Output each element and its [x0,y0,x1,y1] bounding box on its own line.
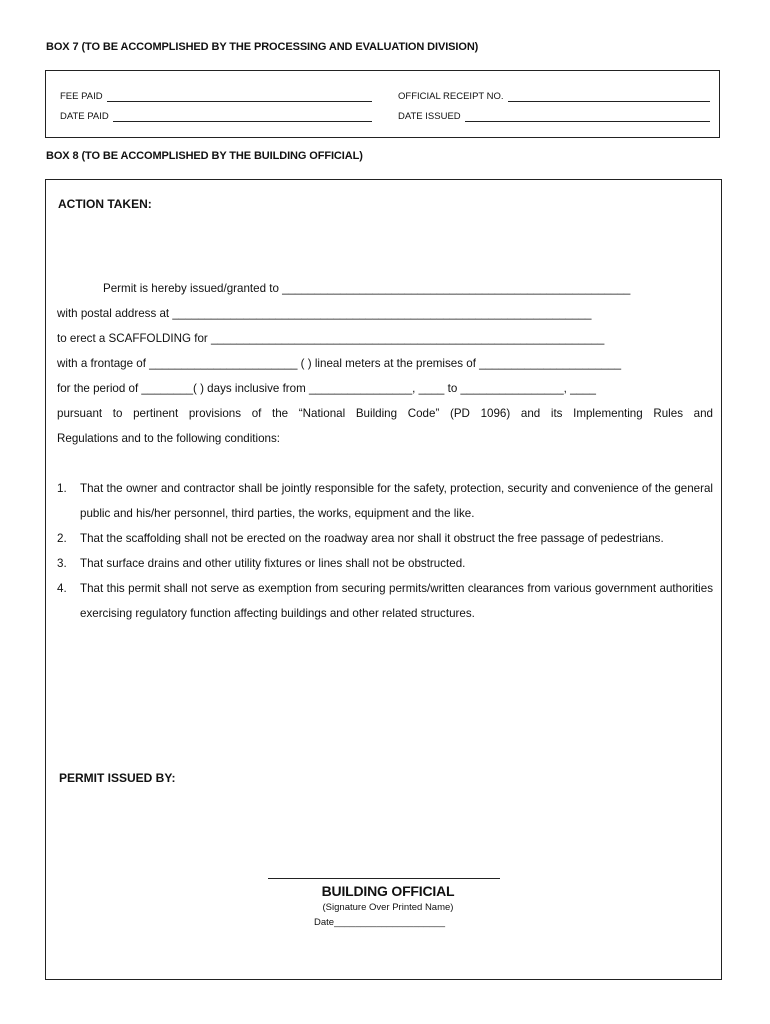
condition-text: That the scaffolding shall not be erected on the roadway area nor shall it obstruct the free passage of pedestrians. [80,532,664,545]
date-issued-field[interactable] [398,111,710,122]
condition-text: That the owner and contractor shall be jointly responsible for the safety, protection, security and convenience of the general public and his/her personnel, third parties, the works, equipment and the like. [80,482,713,520]
official-receipt-label: OFFICIAL RECEIPT NO. [398,91,504,102]
date-paid-field[interactable] [60,111,372,122]
official-receipt-field[interactable] [398,91,710,102]
official-receipt-line[interactable] [508,94,710,102]
condition-item [57,576,713,626]
permit-line-pursuant: pursuant to pertinent provisions of the “National Building Code” (PD 1096) and its Implementing Rules and [57,407,713,420]
box8-heading: BOX 8 (TO BE ACCOMPLISHED BY THE BUILDING OFFICIAL) [46,150,363,162]
date-paid-line[interactable] [113,114,372,122]
permit-issued-by-label: PERMIT ISSUED BY: [59,771,176,785]
signature-date-field[interactable]: Date_____________________ [314,917,446,928]
condition-number: 2. [57,532,67,545]
condition-item [57,476,713,526]
conditions-list [57,476,713,626]
building-official-title: BUILDING OFFICIAL [321,883,455,899]
permit-statement [57,276,713,451]
permit-line-postal-address[interactable]: with postal address at _________________________________________________________________ [57,307,592,320]
date-paid-label: DATE PAID [60,111,109,122]
date-issued-line[interactable] [465,114,710,122]
permit-line-frontage[interactable]: with a frontage of _______________________ ( ) lineal meters at the premises of ______________________ [57,357,622,370]
condition-number: 1. [57,482,67,495]
box8-action-box [45,179,722,980]
action-taken-label: ACTION TAKEN: [58,197,152,211]
box7-heading: BOX 7 (TO BE ACCOMPLISHED BY THE PROCESSING AND EVALUATION DIVISION) [46,41,479,53]
box7-payment-box [45,70,720,138]
condition-number: 4. [57,582,67,595]
fee-paid-line[interactable] [107,94,372,102]
permit-line-issued-to[interactable]: Permit is hereby issued/granted to ______________________________________________________ [103,282,631,295]
condition-text: That this permit shall not serve as exemption from securing permits/written clearances from various government authorities exercising regulatory function affecting buildings and other related structures. [80,582,713,620]
permit-line-scaffolding-for[interactable]: to erect a SCAFFOLDING for _____________________________________________________________ [57,332,605,345]
fee-paid-label: FEE PAID [60,91,103,102]
condition-item [57,551,713,576]
date-issued-label: DATE ISSUED [398,111,461,122]
signature-line[interactable] [268,878,500,879]
signature-caption: (Signature Over Printed Name) [322,902,454,913]
condition-number: 3. [57,557,67,570]
permit-line-regulations: Regulations and to the following conditions: [57,432,281,445]
condition-item [57,526,713,551]
condition-text: That surface drains and other utility fixtures or lines shall not be obstructed. [80,557,466,570]
fee-paid-field[interactable] [60,91,372,102]
permit-line-period[interactable]: for the period of ________( ) days inclusive from ________________, ____ to ________________, ____ [57,382,596,395]
